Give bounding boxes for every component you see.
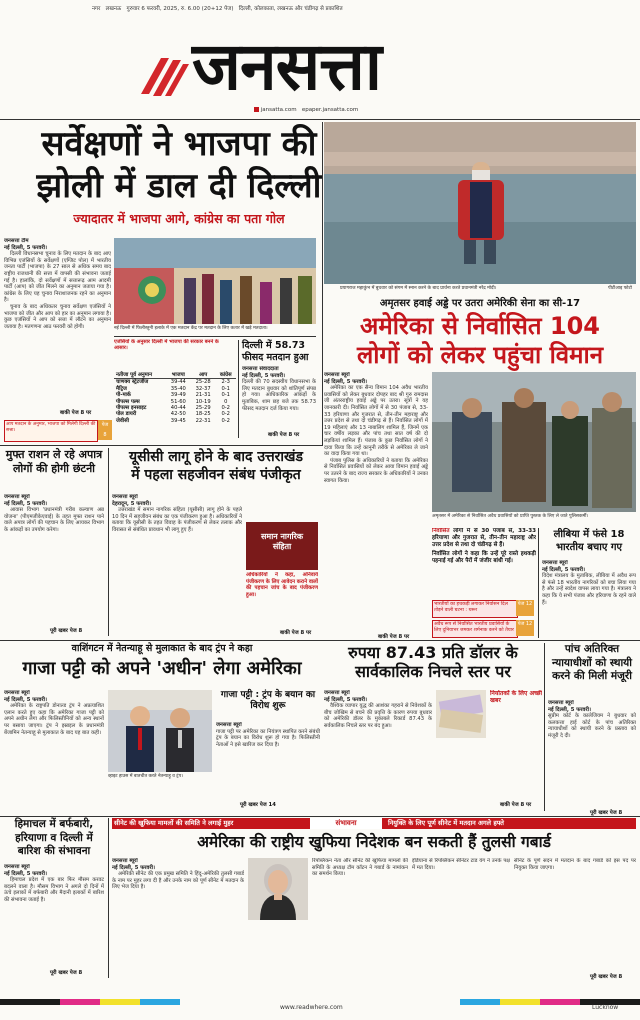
poll-value-cell: 35-40 [170,385,186,392]
gaza-side-column [216,722,320,776]
rupee-side-text: निर्यातकों के लिए अच्छी खबर [490,690,542,705]
libya-headline: लीबिया में फंसे 18 भारतीय बचाए गए [553,529,625,553]
gaza-headline: गाजा पट्टी को अपने 'अधीन' लेगा अमेरिका [22,658,302,679]
turnout-body: दिल्ली की 70 सदस्यीय विधानसभा के लिए मतदान बुधवार को शांतिपूर्ण संपन्न हो गया। आधिकारिक आंकड़ों के मुताबिक, शाम छह बजे तक 58.73 फीसद मतदान दर्ज किया गया। [242,379,316,412]
gaza-photo-caption: व्हाइट हाउस में बातचीत करते नेतन्याहू व ट्रंप। [108,774,183,779]
ucc-dateline: देहरादून, 5 फरवरी। [112,500,152,507]
gaza-dateline: नई दिल्ली, 5 फरवरी। [4,696,48,703]
ucc-headline-2: में पहला सहजीवन संबंध पंजीकृत [131,467,301,483]
judges-body: सुप्रीम कोर्ट के कालेजियम ने बुधवार को कलकत्ता हाई कोर्ट के पांच अतिरिक्त न्यायाधीशों को स्थायी करने के प्रस्ताव को मंजूरी दे दी। [548,713,636,739]
deport-headline-1: अमेरिका से निर्वासित 104 [360,312,600,340]
deport-side [432,528,536,608]
rupee-side [490,690,542,800]
tulsi-gabbard-photo-icon [248,858,308,920]
deport-ref-1-text: भारतीयों का हथकड़ी लगाकर निर्वासन दिल तोड़ने वाली घटना : थरूर [434,602,508,613]
epaper-link[interactable]: epaper.jansatta.com [301,107,359,113]
lead-body-1: दिल्ली विधानसभा चुनाव के लिए मतदान के बाद आए विभिन्न एजंसियों के सर्वेक्षणों (एग्जिट पोल) में भारतीय जनता पार्टी (भाजपा) के 27 साल से अधिक समय बाद राष्ट्रीय राजधानी की सत्ता में वापसी की संभावना जताई गई है। हालांकि, दो सर्वेक्षणों में सत्तारूढ़ आम आदमी पार्टी (आप) को जीत मिलने का अनुमान जताया गया है। कांग्रेस के लिए यह चुनाव निराशाजनक रहने का अनुमान है। [4,251,111,304]
ucc-more[interactable]: बाकी पेज 8 पर [280,630,312,636]
deport-ref-2-page[interactable]: पेज 12 [516,620,534,636]
lead-byline: जनसत्ता टीम [4,238,29,244]
website[interactable]: jansatta.com [260,107,297,113]
deport-side-text: लोगों में से 30 पंजाब से, 33-33 हरियाणा और गुजरात से, तीन-तीन महाराष्ट्र और उत्तर प्रदेश से तथा दो चंडीगढ़ से हैं। [432,528,536,548]
lead-body-2: चुनाव के बाद अधिकतर चुनाव सर्वेक्षण एजंसियों ने भाजपा को जीत और आप को हार का अनुमान लगाया है। कुछ एजंसियों ने आप को सत्ता में लौटने का अनुमान जताया है। मतगणना आठ फरवरी को होगी। [4,303,111,330]
gabbard-column-3 [412,858,510,970]
ucc-body: उत्तराखंड में समान नागरिक संहिता (यूसीसी) लागू होने के पहले 10 दिन में सहजीवन संबंध का एक पंजीकरण हुआ है। अधिकारियों ने बताया कि यूसीसी के तहत विवाह के पंजीकरण से लेकर तलाक और विरासत से संबंधित प्रावधान भी लागू हुए हैं। [112,507,242,533]
ration-body: आवास विभाग 'प्रधानमंत्री गरीब कल्याण अन्न योजना' (पीएमजीकेएवाई) के तहत मुफ्त राशन पाने वाले अपात्र लोगों की पहचान के लिए आयकर विभाग के आंकड़ों का उपयोग करेगा। [4,507,104,533]
gabbard-headline: अमेरिका की राष्ट्रीय खुफिया निदेशक बन सकती हैं तुलसी गबार्ड [197,833,551,851]
poll-value-cell: 0 [224,398,228,405]
poll-value-cell: 39-49 [170,392,186,399]
lead-note-tag: पेज 8 [98,420,112,440]
gabbard-body-4: सीनेट के पूर्ण सदन में मतदान के बाद गबार्ड को इस पद पर नियुक्त किया जाएगा। [514,858,636,871]
poll-value-cell: 25-29 [195,405,211,412]
poll-col-congress: कांग्रेस [219,372,232,378]
ucc-image [246,522,318,570]
rupee-byline: जनसत्ता ब्यूरो [324,690,350,696]
gabbard-column-4 [514,858,636,970]
ration-dateline: नई दिल्ली, 5 फरवरी। [4,500,48,507]
poll-value-cell: 40-44 [170,405,186,412]
turnout-byline: जनसत्ता संवाददाता [242,366,279,372]
poll-agency-cell: पीपल्स इनसाइट [116,405,147,412]
deport-body-2: पंजाब पुलिस के अधिकारियों ने बताया कि अमेरिका से निर्वासित प्रवासियों को लेकर आया विमान हवाई अड्डे पर उतरने के बाद राज्य सरकार के अधिकारियों ने उनका स्वागत किया। [324,457,428,484]
gaza-side-byline: जनसत्ता ब्यूरो [216,722,242,728]
lead-more[interactable]: बाकी पेज 8 पर [60,410,92,416]
poll-col-bjp: भाजपा [171,372,185,378]
lead-body-column [4,238,111,400]
poll-agency-cell: पीपल्स पल्स [116,398,140,405]
ration-more[interactable]: पूरी खबर पेज 8 [50,628,83,634]
deport-column [324,372,428,596]
logo: जनसत्ता [192,27,381,105]
gabbard-byline: जनसत्ता ब्यूरो [112,858,138,864]
libya-byline: जनसत्ता ब्यूरो [542,560,568,566]
poll-agency-cell: जेवीसी [116,417,129,424]
modi-photo-image-icon [324,122,636,284]
rupee-body: वैश्विक व्यापार युद्ध की आशंका गहराने से निवेशकों के बीच जोखिम से बचने की प्रवृत्ति के कारण रुपया बुधवार को अमेरिकी डॉलर के मुकाबले रिकार्ड 87.43 के सर्वकालिक निचले स्तर पर बंद हुआ। [324,703,432,729]
rupee-column [324,690,432,802]
judges-more[interactable]: पूरी खबर पेज 8 [590,810,623,816]
gaza-side-body: गाजा पट्टी पर अमेरिका का नियंत्रण स्थापित करने संबंधी ट्रंप के बयान का विरोध शुरू हो गया है। फिलिस्तीनी नेताओं ने इसे खारिज कर दिया है। [216,728,320,748]
deport-headline-2: लोगों को लेकर पहुंचा विमान [356,341,604,369]
poll-value-cell: 39-44 [170,379,186,386]
ration-column [4,494,104,612]
ucc-side-text: अधिकारियों ने कहा, अनिवार्य पंजीकरण के लिए आवेदन कराने वालों की पहचान जांच के बाद पंजीकरण हुआ। [246,572,318,598]
footer-color-bar [0,990,640,996]
poll-value-cell: 42-50 [170,411,186,418]
deport-ref-1-page[interactable]: पेज 12 [516,600,534,616]
rupee-dateline: नई दिल्ली, 5 फरवरी। [324,696,368,703]
turnout-headline: दिल्ली में 58.73 फीसद मतदान हुआ [242,340,309,363]
gabbard-photo [248,858,308,920]
gabbard-body-3: इंडियाना से रिपब्लिकन सीनेटर टाड यंग ने उनके पक्ष में मत दिया। [412,858,510,871]
poll-value-cell: 21-31 [195,392,211,399]
poll-agency-cell: मैट्रिज [116,385,127,392]
gabbard-kicker-right: नियुक्ति के लिए पूर्ण सीनेट में मतदान अगले हफ्ते [388,819,504,827]
lead-headline-1: सर्वेक्षणों ने भाजपा की [41,124,317,164]
poll-value-cell: 22-31 [195,417,211,424]
modi-caption: प्रयागराज महाकुंभ में बुधवार को संगम में स्नान करने के बाद प्रार्थना करते प्रधानमंत्री नरेंद्र मोदी। [340,286,497,291]
price: रु. 6.00 [180,6,200,12]
deport-body: अमेरिका का एक सैन्य विमान 104 अवैध भारतीय प्रवासियों को लेकर बुधवार दोपहर बाद श्री गुरु रामदास जी अंतरराष्ट्रीय हवाई अड्डे पर उतरा। सूत्रों ने यह जानकारी दी। निर्वासित लोगों में से 30 पंजाब से, 33-33 हरियाणा और गुजरात से, तीन-तीन महाराष्ट्र और उत्तर प्रदेश से तथा दो चंडीगढ़ से हैं। निर्वासित लोगों में 19 महिलाएं और 13 नाबालिग शामिल हैं, जिनमें एक चार वर्षीय लड़का और पांच तथा सात वर्ष की दो लड़कियां शामिल हैं। पंजाब के कुछ निर्वासित लोगों ने दावा किया कि उन्हें कानूनी तरीके से अमेरिका ले जाने का वादा किया गया था। [324,385,428,458]
city: लखनऊ [105,6,122,12]
ucc-headline-1: यूसीसी लागू होने के बाद उत्तराखंड [129,449,303,465]
ration-byline: जनसत्ता ब्यूरो [4,494,30,500]
snow-headline: हिमाचल में बर्फबारी, हरियाणा व दिल्ली में बारिश की संभावना [14,818,94,857]
lead-note-box [4,420,98,442]
lead-note: आप मतदान के अनुमार, भाजपा को मिलेगी दिल्ली की सत्ता। [6,422,96,433]
poll-value-cell: 51-60 [170,398,186,405]
gaza-kicker: वाशिंगटन में नेतन्याहू से मुलाकात के बाद ट्रंप ने कहा [71,643,253,654]
rupee-more[interactable]: बाकी पेज 8 पर [500,802,532,808]
judges-dateline: नई दिल्ली, 5 फरवरी। [548,706,592,713]
gabbard-body-2: रिपब्लिकन नेता और सीनेट की खुफिया मामलों की समिति के अध्यक्ष टॉम कॉटन ने गबार्ड के नामांकन का समर्थन किया। [312,858,408,878]
date-line: गुरुवार 6 फरवरी, 2025, [126,6,180,12]
lead-photo [114,238,316,324]
deport-ref-1[interactable] [432,600,518,618]
poll-value-cell: 2-3 [221,379,230,386]
editions-line: दिल्ली, कोलकाता, लखनऊ और चंडीगढ़ से प्रकाशित [238,6,343,12]
judges-headline: पांच अतिरिक्त न्यायाधीशों को स्थायी करने की मिली मंजूरी [552,643,632,682]
libya-column [542,560,636,636]
modi-credit: पीटीआइ फोटो [608,286,632,291]
masthead-top-line [92,6,512,12]
deport-ref-2-text: अवैध रूप से निर्वासित भारतीय प्रवासियों के लिए दुनियाभर जमकर शर्मनाक करने को तैयार [434,622,514,633]
turnout-more[interactable]: बाकी पेज 8 पर [268,432,300,438]
poll-value-cell: 0-1 [221,392,230,399]
snow-more[interactable]: पूरी खबर पेज 8 [50,970,83,976]
poll-table-row [114,418,236,424]
logo-stripes-icon [135,44,191,100]
deport-side-text-2: निर्वासित लोगों ने कहा कि उन्हें पूरे रास्ते हथकड़ी पहनाई गई और पैरों में जंजीर बांधी गई। [432,551,536,564]
poll-value-cell: 0-1 [221,385,230,392]
lead-photo-caption: नई दिल्ली में फिलीस्तुनी इलाके में एक मतदान केंद्र पर मतदान के लिए कतार में खड़े मतदाता। [114,326,268,331]
web-icon [254,107,259,112]
gaza-more[interactable]: पूरी खबर पेज 14 [240,802,276,808]
ucc-byline: जनसत्ता ब्यूरो [112,494,138,500]
poll-agency-cell: चाणक्य स्ट्रेटजीज [116,379,149,386]
lead-dateline: नई दिल्ली, 5 फरवरी। [4,244,48,251]
trump-netanyahu-photo-icon [108,690,212,772]
footer-site[interactable]: www.readwhere.com [280,1004,343,1011]
rupee-image [436,690,486,738]
footer-city: Lucknow [592,1004,619,1011]
poll-value-cell: 0-2 [221,411,230,418]
gabbard-column-2 [312,858,408,970]
edition: नगर [92,6,101,12]
poll-table [114,372,236,424]
deport-byline: जनसत्ता ब्यूरो [324,372,350,378]
turnout-dateline: नई दिल्ली, 5 फरवरी। [242,372,286,379]
poll-value-cell: 0-2 [221,417,230,424]
deport-kicker: अमृतसर हवाई अड्डे पर उतरा अमेरिकी सेना का सी-17 [379,298,581,309]
gabbard-dateline: नई दिल्ली, 5 फरवरी। [112,864,156,871]
judges-byline: जनसत्ता ब्यूरो [548,700,574,706]
logo-mark [135,44,191,100]
gabbard-column-1 [112,858,244,970]
deport-more[interactable]: बाकी पेज 8 पर [378,634,410,640]
gabbard-body: अमेरिकी सीनेट की एक प्रमुख समिति ने हिंदू-अमेरिकी तुलसी गबार्ड के नाम पर मुहर लगा दी है और उनके नाम को पूर्ण सीनेट में मतदान के लिए भेज दिया है। [112,871,244,891]
judges-column [548,700,636,804]
snow-column [4,864,104,968]
turnout-column [242,366,316,426]
ucc-image-label: समान नागरिक संहिता [261,532,303,551]
voters-queue-photo-icon [114,238,316,324]
snow-byline: जनसत्ता ब्यूरो [4,864,30,870]
ucc-side [246,572,318,620]
libya-body: विदेश मंत्रालय के मुताबिक, लीबिया में अवैध रूप से फंसे 18 भारतीय नागरिकों को बचा लिया गया है और उन्हें स्वदेश वापस लाया गया है। मंत्रालय ने कहा कि ये सभी पंजाब और हरियाणा के रहने वाले हैं। [542,573,636,606]
poll-value-cell: 10-19 [195,398,211,405]
pages: (20+12 पेज) [201,6,234,12]
snow-dateline: नई दिल्ली, 5 फरवरी। [4,870,48,877]
poll-value-cell: 18-25 [195,411,211,418]
lead-headline-2: झोली में डाल दी दिल्ली [36,166,322,206]
poll-intro: एजंसियों के अनुसार दिल्ली में भाजपा की सरकार बनने के आसार। [114,339,219,352]
poll-table-header [114,372,236,379]
gaza-photo [108,690,212,772]
gabbard-kicker-mid: संभावना [310,818,382,829]
deport-ref-2[interactable] [432,620,518,638]
poll-col-aap: आप [198,372,208,378]
gaza-byline: जनसत्ता ब्यूरो [4,690,30,696]
rupee-headline-1: रुपया 87.43 प्रति डॉलर के [348,643,518,662]
gaza-column [4,690,104,802]
poll-table-row [114,379,236,386]
poll-agency-cell: पी-मार्क [116,392,131,399]
poll-agency-cell: पोल डायरी [116,411,137,418]
lead-subhead: ज्यादातर में भाजपा आगे, कांग्रेस का पता गोल [73,211,285,226]
snow-body: हिमाचल प्रदेश में एक बार फिर मौसम करवट बदलने वाला है। मौसम विभाग ने अगले दो दिनों में ऊंचे इलाकों में बर्फबारी और मैदानी इलाकों में बारिश की संभावना जताई है। [4,877,104,903]
libya-dateline: नई दिल्ली, 5 फरवरी। [542,566,586,573]
gabbard-kicker-left: सीनेट की खुफिया मामलों की समिति ने लगाई मुहर [114,819,234,827]
deport-photo-caption: अमृतसर में अमेरिका से निर्वासित अवैध प्रवासियों को प्राप्ति पुस्तक के लिए ले जाते पुलिसकर्मी। [432,514,589,519]
deport-photo-image-icon [432,372,636,512]
gaza-body: अमेरिका के राष्ट्रपति डोनाल्ड ट्रंप ने अप्रत्याशित एलान करते हुए कहा कि अमेरिका गाजा पट्टी को अपने अधीन लेगा और फिलिस्तीनियों को अन्य स्थानों पर बसाया जाएगा। ट्रंप ने इस्राइल के प्रधानमंत्री बेंजामिन नेतन्याहू से मुलाकात के बाद यह बात कही। [4,703,104,736]
ucc-column [112,494,242,628]
ration-headline: मुफ्त राशन ले रहे अपात्र लोगों की होगी छंटनी [5,448,103,475]
gaza-side-headline: गाजा पट्टी : ट्रंप के बयान का विरोध शुरू [220,690,316,711]
deport-dateline: नई दिल्ली, 5 फरवरी। [324,378,368,385]
rupee-headline-2: सार्वकालिक निचले स्तर पर [355,662,511,681]
poll-col-agency: नतीजा पूर्व अनुमान [116,372,152,378]
modi-photo [324,122,636,284]
poll-value-cell: 25-28 [195,379,211,386]
poll-value-cell: 39-45 [170,417,186,424]
gabbard-more[interactable]: पूरी खबर पेज 8 [590,974,623,980]
currency-notes-icon [436,690,486,738]
website-line [254,107,358,113]
deport-side-kicker: निर्वासित [432,528,450,534]
poll-value-cell: 0-2 [221,405,230,412]
poll-value-cell: 32-37 [195,385,211,392]
deport-photo [432,372,636,512]
